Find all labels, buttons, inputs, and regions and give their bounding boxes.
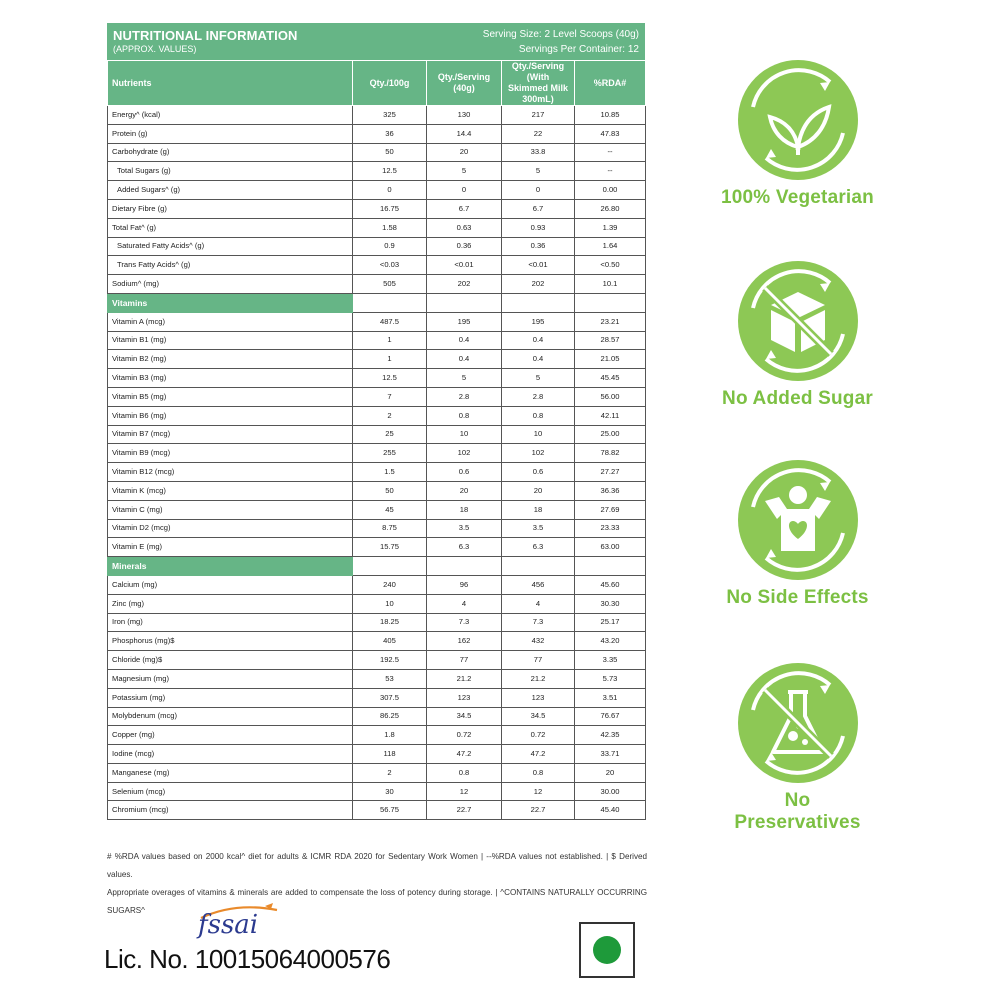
qty-serving-cell: 2.8: [427, 387, 502, 406]
rda-cell: 26.80: [575, 199, 646, 218]
table-row: [108, 669, 646, 688]
table-row: [108, 613, 646, 632]
qty-serving-cell: 162: [427, 632, 502, 651]
rda-cell: 78.82: [575, 444, 646, 463]
qty-100g-cell: 16.75: [353, 199, 427, 218]
person-heart-icon: [735, 457, 861, 583]
section-empty-cell: [427, 557, 502, 576]
badge-no-preservatives-label: No Preservatives: [734, 790, 861, 833]
table-row: [108, 745, 646, 764]
qty-serving-cell: 20: [427, 143, 502, 162]
qty-100g-cell: 255: [353, 444, 427, 463]
qty-100g-cell: 1.5: [353, 463, 427, 482]
qty-serving-cell: 96: [427, 575, 502, 594]
table-row: [108, 369, 646, 388]
table-header-row: [108, 61, 646, 106]
nutrient-name: Energy^ (kcal): [108, 106, 353, 125]
table-row: [108, 500, 646, 519]
rda-cell: 10.85: [575, 106, 646, 125]
qty-serving-milk-cell: 5: [502, 162, 575, 181]
qty-serving-cell: 6.3: [427, 538, 502, 557]
section-row: [108, 293, 646, 312]
section-empty-cell: [502, 293, 575, 312]
qty-100g-cell: 30: [353, 782, 427, 801]
qty-serving-milk-cell: 21.2: [502, 669, 575, 688]
nutrient-name: Phosphorus (mg)$: [108, 632, 353, 651]
panel-header: [107, 23, 645, 60]
nutrient-name: Molybdenum (mcg): [108, 707, 353, 726]
table-row: [108, 651, 646, 670]
qty-serving-cell: 22.7: [427, 801, 502, 820]
rda-cell: 10.1: [575, 275, 646, 294]
nutrient-name: Copper (mg): [108, 726, 353, 745]
badge-no-added-sugar: [720, 258, 875, 410]
table-row: [108, 519, 646, 538]
qty-serving-cell: 0: [427, 181, 502, 200]
section-label: Vitamins: [108, 293, 353, 312]
leaf-icon: [735, 57, 861, 183]
qty-serving-milk-cell: 22.7: [502, 801, 575, 820]
badge-no-added-sugar-label: No Added Sugar: [722, 388, 873, 409]
nutrient-name: Chromium (mcg): [108, 801, 353, 820]
qty-serving-cell: 4: [427, 594, 502, 613]
section-empty-cell: [427, 293, 502, 312]
qty-100g-cell: 1: [353, 350, 427, 369]
qty-100g-cell: 50: [353, 143, 427, 162]
qty-100g-cell: 7: [353, 387, 427, 406]
sugar-cube-icon: [735, 258, 861, 384]
qty-100g-cell: 192.5: [353, 651, 427, 670]
qty-100g-cell: 56.75: [353, 801, 427, 820]
qty-100g-cell: 487.5: [353, 312, 427, 331]
qty-serving-milk-cell: 432: [502, 632, 575, 651]
nutrient-name: Vitamin B5 (mg): [108, 387, 353, 406]
rda-cell: 42.35: [575, 726, 646, 745]
nutrient-name: Saturated Fatty Acids^ (g): [108, 237, 353, 256]
qty-serving-milk-cell: 0: [502, 181, 575, 200]
header-qty-100g: Qty./100g: [353, 61, 427, 106]
nutrient-name: Vitamin C (mg): [108, 500, 353, 519]
qty-100g-cell: 53: [353, 669, 427, 688]
qty-100g-cell: 1.8: [353, 726, 427, 745]
qty-serving-milk-cell: 2.8: [502, 387, 575, 406]
qty-serving-milk-cell: 102: [502, 444, 575, 463]
nutrient-name: Vitamin B7 (mcg): [108, 425, 353, 444]
table-row: [108, 594, 646, 613]
vegetarian-mark: [579, 922, 635, 978]
rda-cell: 25.17: [575, 613, 646, 632]
nutrient-name: Vitamin E (mg): [108, 538, 353, 557]
qty-100g-cell: 325: [353, 106, 427, 125]
panel-title: NUTRITIONAL INFORMATION: [113, 28, 298, 43]
qty-serving-milk-cell: 12: [502, 782, 575, 801]
qty-serving-milk-cell: 3.5: [502, 519, 575, 538]
qty-100g-cell: 240: [353, 575, 427, 594]
qty-serving-cell: 202: [427, 275, 502, 294]
qty-100g-cell: 505: [353, 275, 427, 294]
section-label: Minerals: [108, 557, 353, 576]
rda-cell: 30.00: [575, 782, 646, 801]
badge-vegetarian: [720, 57, 875, 209]
qty-serving-cell: 102: [427, 444, 502, 463]
table-row: [108, 444, 646, 463]
nutrient-name: Trans Fatty Acids^ (g): [108, 256, 353, 275]
fssai-logo: [195, 900, 285, 940]
table-row: [108, 481, 646, 500]
table-row: [108, 218, 646, 237]
nutrition-table: [107, 60, 646, 820]
qty-100g-cell: 45: [353, 500, 427, 519]
rda-cell: 30.30: [575, 594, 646, 613]
qty-serving-cell: 14.4: [427, 124, 502, 143]
nutrient-name: Total Sugars (g): [108, 162, 353, 181]
nutrient-name: Vitamin B3 (mg): [108, 369, 353, 388]
table-row: [108, 726, 646, 745]
qty-serving-milk-cell: 18: [502, 500, 575, 519]
table-row: [108, 538, 646, 557]
rda-cell: 36.36: [575, 481, 646, 500]
rda-cell: 3.51: [575, 688, 646, 707]
nutrient-name: Vitamin B6 (mg): [108, 406, 353, 425]
nutrient-name: Vitamin A (mcg): [108, 312, 353, 331]
table-row: [108, 143, 646, 162]
rda-cell: 33.71: [575, 745, 646, 764]
qty-100g-cell: 10: [353, 594, 427, 613]
qty-serving-cell: 20: [427, 481, 502, 500]
qty-serving-cell: 77: [427, 651, 502, 670]
qty-serving-milk-cell: 10: [502, 425, 575, 444]
qty-serving-milk-cell: 0.4: [502, 350, 575, 369]
rda-cell: 42.11: [575, 406, 646, 425]
nutrient-name: Sodium^ (mg): [108, 275, 353, 294]
qty-serving-cell: 0.8: [427, 406, 502, 425]
footnote: [107, 848, 647, 920]
rda-cell: 27.27: [575, 463, 646, 482]
qty-serving-milk-cell: 4: [502, 594, 575, 613]
table-row: [108, 350, 646, 369]
rda-cell: 3.35: [575, 651, 646, 670]
nutrient-name: Vitamin D2 (mcg): [108, 519, 353, 538]
table-row: [108, 632, 646, 651]
qty-serving-milk-cell: 456: [502, 575, 575, 594]
table-row: [108, 237, 646, 256]
table-row: [108, 707, 646, 726]
nutrient-name: Added Sugars^ (g): [108, 181, 353, 200]
qty-serving-cell: 7.3: [427, 613, 502, 632]
qty-100g-cell: 307.5: [353, 688, 427, 707]
nutrient-name: Manganese (mg): [108, 763, 353, 782]
rda-cell: 76.67: [575, 707, 646, 726]
nutrient-name: Selenium (mcg): [108, 782, 353, 801]
badge-no-side-effects: [720, 457, 875, 609]
qty-serving-milk-cell: 6.3: [502, 538, 575, 557]
qty-serving-cell: 10: [427, 425, 502, 444]
rda-cell: <0.50: [575, 256, 646, 275]
rda-cell: 1.64: [575, 237, 646, 256]
qty-serving-cell: 21.2: [427, 669, 502, 688]
section-empty-cell: [575, 557, 646, 576]
qty-serving-milk-cell: 0.8: [502, 763, 575, 782]
qty-serving-milk-cell: 195: [502, 312, 575, 331]
qty-100g-cell: 0.9: [353, 237, 427, 256]
qty-serving-cell: 0.6: [427, 463, 502, 482]
section-empty-cell: [353, 557, 427, 576]
rda-cell: 20: [575, 763, 646, 782]
qty-serving-cell: 0.36: [427, 237, 502, 256]
qty-serving-milk-cell: 123: [502, 688, 575, 707]
rda-cell: --: [575, 143, 646, 162]
qty-100g-cell: 18.25: [353, 613, 427, 632]
table-row: [108, 106, 646, 125]
panel-subtitle: (APPROX. VALUES): [113, 44, 197, 54]
rda-cell: --: [575, 162, 646, 181]
nutrient-name: Calcium (mg): [108, 575, 353, 594]
qty-serving-cell: 47.2: [427, 745, 502, 764]
qty-serving-cell: 5: [427, 162, 502, 181]
rda-cell: 28.57: [575, 331, 646, 350]
nutrient-name: Magnesium (mg): [108, 669, 353, 688]
nutrient-name: Dietary Fibre (g): [108, 199, 353, 218]
qty-100g-cell: 12.5: [353, 162, 427, 181]
rda-cell: 45.40: [575, 801, 646, 820]
footnote-line-1: # %RDA values based on 2000 kcal^ diet for adults & ICMR RDA 2020 for Sedentary Work Women | --%RDA values not established. | $ Derived values.: [107, 852, 647, 879]
table-row: [108, 387, 646, 406]
qty-serving-milk-cell: <0.01: [502, 256, 575, 275]
nutrient-name: Iodine (mcg): [108, 745, 353, 764]
table-row: [108, 199, 646, 218]
nutrient-name: Potassium (mg): [108, 688, 353, 707]
qty-serving-cell: 130: [427, 106, 502, 125]
rda-cell: 23.21: [575, 312, 646, 331]
rda-cell: 21.05: [575, 350, 646, 369]
qty-serving-cell: 0.8: [427, 763, 502, 782]
qty-serving-cell: 0.4: [427, 331, 502, 350]
table-row: [108, 575, 646, 594]
rda-cell: 5.73: [575, 669, 646, 688]
qty-serving-milk-cell: 0.6: [502, 463, 575, 482]
qty-100g-cell: 86.25: [353, 707, 427, 726]
qty-100g-cell: 1.58: [353, 218, 427, 237]
table-row: [108, 312, 646, 331]
section-row: [108, 557, 646, 576]
qty-100g-cell: <0.03: [353, 256, 427, 275]
qty-serving-cell: 5: [427, 369, 502, 388]
header-qty-serving-milk: Qty./Serving (With Skimmed Milk 300mL): [502, 61, 575, 106]
header-qty-serving: Qty./Serving (40g): [427, 61, 502, 106]
qty-100g-cell: 25: [353, 425, 427, 444]
table-row: [108, 463, 646, 482]
qty-serving-cell: 0.72: [427, 726, 502, 745]
qty-serving-cell: 6.7: [427, 199, 502, 218]
license-number: Lic. No. 10015064000576: [104, 944, 391, 974]
table-row: [108, 801, 646, 820]
rda-cell: 0.00: [575, 181, 646, 200]
qty-serving-milk-cell: 0.93: [502, 218, 575, 237]
rda-cell: 27.69: [575, 500, 646, 519]
table-row: [108, 406, 646, 425]
qty-serving-milk-cell: 7.3: [502, 613, 575, 632]
nutrient-name: Chloride (mg)$: [108, 651, 353, 670]
qty-100g-cell: 1: [353, 331, 427, 350]
qty-serving-milk-cell: 0.8: [502, 406, 575, 425]
nutrient-name: Vitamin B2 (mg): [108, 350, 353, 369]
nutrient-name: Carbohydrate (g): [108, 143, 353, 162]
qty-serving-milk-cell: 5: [502, 369, 575, 388]
nutrient-name: Vitamin B9 (mcg): [108, 444, 353, 463]
nutrient-name: Zinc (mg): [108, 594, 353, 613]
qty-serving-milk-cell: 217: [502, 106, 575, 125]
table-row: [108, 782, 646, 801]
table-row: [108, 688, 646, 707]
qty-serving-cell: 0.4: [427, 350, 502, 369]
qty-serving-milk-cell: 0.36: [502, 237, 575, 256]
qty-serving-milk-cell: 34.5: [502, 707, 575, 726]
table-row: [108, 425, 646, 444]
qty-serving-cell: 3.5: [427, 519, 502, 538]
qty-serving-milk-cell: 202: [502, 275, 575, 294]
rda-cell: 23.33: [575, 519, 646, 538]
qty-serving-milk-cell: 20: [502, 481, 575, 500]
qty-serving-milk-cell: 0.72: [502, 726, 575, 745]
vegetarian-dot: [593, 936, 621, 964]
table-row: [108, 275, 646, 294]
qty-100g-cell: 36: [353, 124, 427, 143]
qty-100g-cell: 405: [353, 632, 427, 651]
fssai-logo-text: fssai: [198, 910, 259, 940]
nutrient-name: Vitamin B1 (mg): [108, 331, 353, 350]
qty-serving-milk-cell: 0.4: [502, 331, 575, 350]
footnote-line-2: Appropriate overages of vitamins & minerals are added to compensate the loss of potency during storage. | ^CONTAINS NATURALLY OCCURRING SUGARS^: [107, 888, 647, 915]
qty-100g-cell: 50: [353, 481, 427, 500]
nutrient-name: Total Fat^ (g): [108, 218, 353, 237]
serving-size: Serving Size: 2 Level Scoops (40g): [482, 29, 639, 40]
flask-icon: [735, 660, 861, 786]
rda-cell: 45.45: [575, 369, 646, 388]
qty-serving-milk-cell: 33.8: [502, 143, 575, 162]
table-row: [108, 256, 646, 275]
section-empty-cell: [575, 293, 646, 312]
section-empty-cell: [502, 557, 575, 576]
qty-serving-cell: 12: [427, 782, 502, 801]
rda-cell: 56.00: [575, 387, 646, 406]
qty-serving-milk-cell: 6.7: [502, 199, 575, 218]
rda-cell: 45.60: [575, 575, 646, 594]
rda-cell: 63.00: [575, 538, 646, 557]
table-row: [108, 763, 646, 782]
qty-serving-cell: 0.63: [427, 218, 502, 237]
qty-100g-cell: 15.75: [353, 538, 427, 557]
section-empty-cell: [353, 293, 427, 312]
badge-vegetarian-label: 100% Vegetarian: [721, 187, 874, 208]
nutrient-name: Vitamin K (mcg): [108, 481, 353, 500]
qty-serving-cell: 34.5: [427, 707, 502, 726]
rda-cell: 1.39: [575, 218, 646, 237]
qty-100g-cell: 12.5: [353, 369, 427, 388]
header-rda: %RDA#: [575, 61, 646, 106]
header-nutrients: Nutrients: [108, 61, 353, 106]
rda-cell: 25.00: [575, 425, 646, 444]
table-row: [108, 124, 646, 143]
qty-100g-cell: 0: [353, 181, 427, 200]
qty-100g-cell: 8.75: [353, 519, 427, 538]
rda-cell: 47.83: [575, 124, 646, 143]
nutrient-name: Protein (g): [108, 124, 353, 143]
table-row: [108, 181, 646, 200]
table-row: [108, 331, 646, 350]
qty-serving-cell: <0.01: [427, 256, 502, 275]
servings-per-container: Servings Per Container: 12: [518, 44, 639, 55]
qty-100g-cell: 2: [353, 406, 427, 425]
table-body: [108, 106, 646, 820]
badge-no-side-effects-label: No Side Effects: [726, 587, 869, 608]
qty-serving-milk-cell: 77: [502, 651, 575, 670]
nutrient-name: Iron (mg): [108, 613, 353, 632]
qty-serving-cell: 195: [427, 312, 502, 331]
qty-serving-cell: 123: [427, 688, 502, 707]
nutrient-name: Vitamin B12 (mcg): [108, 463, 353, 482]
qty-serving-cell: 18: [427, 500, 502, 519]
qty-serving-milk-cell: 47.2: [502, 745, 575, 764]
badge-no-preservatives: [720, 660, 875, 834]
qty-100g-cell: 2: [353, 763, 427, 782]
nutrition-panel: [107, 23, 645, 820]
rda-cell: 43.20: [575, 632, 646, 651]
table-row: [108, 162, 646, 181]
qty-serving-milk-cell: 22: [502, 124, 575, 143]
qty-100g-cell: 118: [353, 745, 427, 764]
